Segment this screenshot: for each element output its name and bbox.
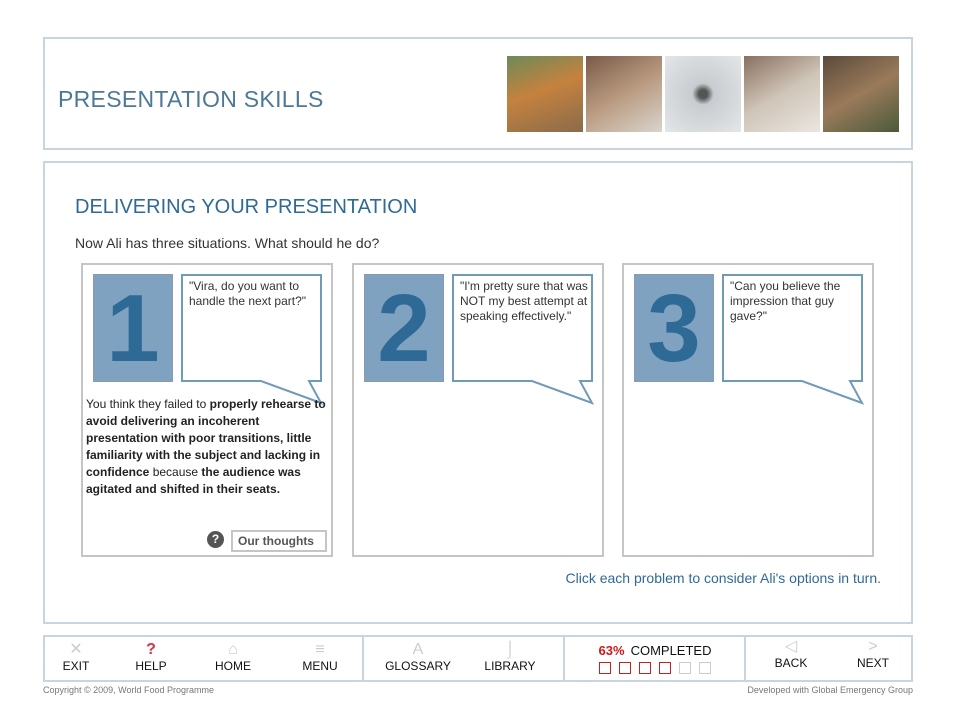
library-label: LIBRARY [484,659,536,673]
question-icon[interactable]: ? [207,531,224,548]
menu-label: MENU [302,659,338,673]
progress-box [659,662,671,674]
home-label: HOME [215,659,251,673]
content-panel [43,161,913,624]
intro-text: Now Ali has three situations. What should he do? [75,235,380,251]
desc-bold: properly rehearse to avoid delivering an incoherent presentation with poor transitions, little familiarity with the subject and lacking in confidence [86,397,326,479]
speech-bubble [722,274,863,382]
speech-bubble [452,274,593,382]
menu-button[interactable] [285,637,355,680]
back-button[interactable] [756,634,826,677]
glossary-icon: A [412,641,424,658]
photo-food-sacks [744,56,820,132]
copyright-text: Copyright © 2009, World Food Programme [43,685,215,695]
header-photos [507,56,899,132]
progress-box [699,662,711,674]
desc-text: You think they failed to [86,397,210,411]
situation-card-2[interactable] [352,263,604,557]
quote-text: "I'm pretty sure that was NOT my best attempt at speaking effectively." [460,279,588,323]
situation-number: 1 [93,274,173,382]
progress-boxes [565,662,745,674]
developer-credit: Developed with Global Emergency Group [747,685,913,695]
desc-bold: the audience was agitated and shifted in their seats. [86,465,301,496]
progress-percent: 63% [598,643,625,658]
progress-box [599,662,611,674]
progress-box [639,662,651,674]
our-thoughts-button[interactable]: Our thoughts [231,530,327,552]
situation-description [86,396,332,498]
photo-child-sacks [586,56,662,132]
situation-number: 3 [634,274,714,382]
library-button[interactable] [475,637,545,680]
glossary-button[interactable] [383,637,453,680]
next-button[interactable] [838,634,908,677]
exit-icon: ✕ [69,641,83,658]
footer-nav [43,635,913,682]
quote-text: "Can you believe the impression that guy gave?" [730,279,841,323]
speech-bubble [181,274,322,382]
home-icon: ⌂ [228,641,238,658]
glossary-label: GLOSSARY [385,659,451,673]
instruction-hint: Click each problem to consider Ali's options in turn. [565,570,881,586]
situation-number: 2 [364,274,444,382]
next-arrow-icon: > [868,638,878,655]
photo-aid-worker [507,56,583,132]
help-icon: ? [146,641,156,658]
section-heading: DELIVERING YOUR PRESENTATION [75,196,418,218]
progress-indicator [565,642,745,674]
desc-text: because [149,465,202,479]
library-icon: ⌡ [505,641,515,658]
progress-box [679,662,691,674]
situation-card-1[interactable] [81,263,333,557]
menu-icon: ≡ [315,641,325,658]
completed-label: COMPLETED [630,643,712,658]
help-button[interactable] [116,637,186,680]
help-label: HELP [135,659,167,673]
next-label: NEXT [856,656,889,670]
exit-label: EXIT [62,659,90,673]
photo-women [823,56,899,132]
situation-card-3[interactable] [622,263,874,557]
exit-button[interactable] [41,637,111,680]
course-title: PRESENTATION SKILLS [58,86,324,112]
back-label: BACK [774,656,808,670]
progress-box [619,662,631,674]
header [43,37,913,150]
quote-text: "Vira, do you want to handle the next part?" [189,279,307,308]
back-arrow-icon: ◁ [784,638,798,655]
photo-airplane [665,56,741,132]
home-button[interactable] [198,637,268,680]
